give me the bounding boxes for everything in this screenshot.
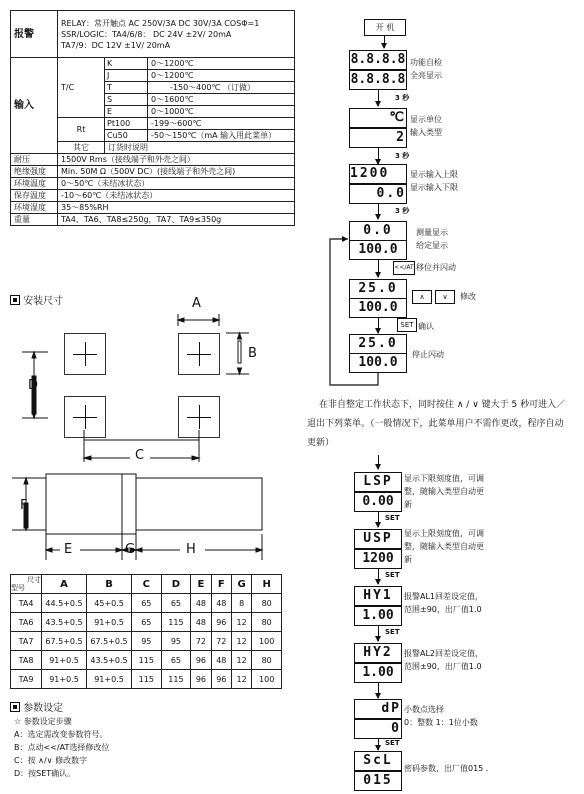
table-cell: 72 — [211, 632, 231, 651]
table-cell: 115 — [132, 651, 162, 670]
note-line: 显示上限刻度值，可调 — [404, 529, 484, 538]
table-cell: 65 — [132, 613, 162, 632]
table-cell: 65 — [161, 594, 191, 613]
flow-arrow — [378, 89, 379, 106]
flow-arrow — [384, 35, 385, 48]
menu-code-display: USP — [354, 529, 402, 549]
flow-loop-line — [320, 225, 380, 395]
flow-arrow — [378, 625, 379, 641]
dim-label-a: A — [192, 296, 201, 311]
corner-bottom: 型号 — [11, 584, 25, 592]
menu-code-display: ScL — [354, 751, 402, 771]
menu-code-display: HY2 — [354, 643, 402, 663]
table-cell: 91+0.5 — [87, 670, 132, 689]
table-cell: 80 — [252, 651, 282, 670]
table-cell: 72 — [191, 632, 211, 651]
spec-row-label: 环境温度 — [11, 178, 58, 190]
alarm-line: SSR/LOGIC：TA4/6/8： DC 24V ±2V/ 20mA — [61, 29, 232, 39]
dim-label-f: F — [20, 498, 28, 513]
unit-text — [410, 113, 442, 139]
table-cell: 44.5+0.5 — [42, 594, 87, 613]
flow-arrow — [378, 738, 379, 750]
note-line: 新 — [404, 500, 412, 509]
table-row — [11, 651, 282, 670]
modify-text: 修改 — [460, 292, 476, 301]
unit-display-bottom: 2 — [349, 128, 407, 148]
alarm-line: TA7/9：DC 12V ±1V/ 20mA — [61, 40, 171, 50]
dim-label-g: G — [125, 542, 136, 557]
menu-value-display: 015 — [354, 771, 402, 791]
params-steps — [14, 715, 109, 780]
note-line: 显示输入上限 — [410, 170, 458, 179]
model-cell: TA6 — [11, 613, 42, 632]
params-heading — [10, 699, 63, 714]
table-cell: 65 — [132, 594, 162, 613]
install-dimension-lines — [0, 0, 290, 580]
dimension-table — [10, 574, 282, 689]
table-cell: 48 — [191, 594, 211, 613]
rt-range: -199～600℃ — [148, 118, 295, 130]
spec-row-value: Min. 50M Ω（500V DC）(接线端子和外壳之间) — [58, 166, 295, 178]
spec-row-value: TA4、TA6、TA8≤250g，TA7、TA9≤350g — [58, 214, 295, 226]
delay-label: 3 秒 — [395, 152, 410, 160]
table-cell: 91+0.5 — [87, 613, 132, 632]
tc-range: 0～1200℃ — [148, 58, 295, 70]
table-row — [11, 613, 282, 632]
table-cell: 95 — [161, 632, 191, 651]
table-cell: 80 — [252, 613, 282, 632]
note-line: 小数点选择 — [404, 705, 444, 714]
menu-instruction-text: 在非自整定工作状态下，同时按住 ∧ / ∨ 键大于 5 秒可进入／退出下列菜单。（一般情况下，此菜单用户不需作更改，程序自动更新） — [307, 400, 566, 448]
tc-range: 0～1200℃ — [148, 70, 295, 82]
table-row — [11, 632, 282, 651]
spec-row-label: 绝缘强度 — [11, 166, 58, 178]
stop-display-bottom: 100.0 — [349, 353, 407, 373]
table-cell: 115 — [132, 670, 162, 689]
menu-desc — [404, 527, 484, 566]
edit-display-bottom: 100.0 — [349, 298, 407, 318]
table-cell: 80 — [252, 594, 282, 613]
table-cell: 95 — [132, 632, 162, 651]
stop-text: 停止闪动 — [412, 350, 444, 359]
table-cell: 67.5+0.5 — [87, 632, 132, 651]
step-item: D：按SET确认。 — [14, 769, 76, 778]
tc-range: 0～1600℃ — [148, 94, 295, 106]
table-cell: 96 — [191, 670, 211, 689]
spec-row-value: 35～85%RH — [58, 202, 295, 214]
tc-type: S — [105, 94, 148, 106]
flow-arrow — [378, 455, 379, 469]
table-cell: 12 — [231, 613, 251, 632]
table-cell: 96 — [211, 670, 231, 689]
note-line: 报警AL1回差设定值， — [404, 592, 484, 601]
note-line: 显示下限刻度值，可调 — [404, 474, 484, 483]
tc-type: T — [105, 82, 148, 94]
menu-value-display: 0.00 — [354, 492, 402, 512]
tc-label: T/C — [58, 58, 105, 118]
limit-text — [410, 168, 458, 194]
spec-row-label: 重量 — [11, 214, 58, 226]
dim-label-h: H — [186, 542, 196, 557]
note-line: 报警AL2回差设定值， — [404, 649, 484, 658]
spec-row-label: 耐压 — [11, 154, 58, 166]
flow-arrow — [378, 147, 379, 164]
menu-desc — [404, 647, 483, 673]
menu-code-display: dP — [354, 699, 402, 719]
note-line: 新 — [404, 555, 412, 564]
tc-type: K — [105, 58, 148, 70]
down-key-icon: ∨ — [435, 290, 455, 304]
table-row — [11, 670, 282, 689]
set-label: SET — [385, 571, 400, 579]
col-header: H — [252, 575, 282, 594]
selfcheck-display-top: 8.8.8.8 — [349, 50, 407, 70]
rt-range: -50～150℃（mA 输入用此菜单） — [148, 130, 295, 142]
tc-type: J — [105, 70, 148, 82]
power-on-box: 开 机 — [364, 19, 406, 36]
alarm-line: RELAY：常开触点 AC 250V/3A DC 30V/3A COSΦ=1 — [61, 18, 260, 28]
table-cell: 43.5+0.5 — [87, 651, 132, 670]
up-key-icon: ∧ — [412, 290, 432, 304]
spec-row-value: 0～50℃（未结冰状态） — [58, 178, 295, 190]
shift-text: 移位并闪动 — [416, 263, 456, 272]
note-line: 给定显示 — [416, 241, 448, 250]
edit-display-top: 25.0 — [349, 279, 407, 299]
table-cell: 43.5+0.5 — [42, 613, 87, 632]
note-line: 范围±90，出厂值1.0 — [404, 605, 482, 614]
rt-label: Rt — [58, 118, 105, 142]
corner-top: 尺寸 — [27, 576, 41, 584]
col-header: E — [191, 575, 211, 594]
other-label: 其它 — [58, 142, 105, 154]
flow-arrow — [378, 511, 379, 527]
dim-label-e: E — [64, 542, 73, 557]
table-cell: 12 — [231, 632, 251, 651]
table-cell: 48 — [191, 613, 211, 632]
col-header: A — [42, 575, 87, 594]
flow-arrow — [378, 203, 379, 219]
spec-row-label: 保存温度 — [11, 190, 58, 202]
note-line: 整，随输入类型自动更 — [404, 542, 484, 551]
table-cell: 12 — [231, 651, 251, 670]
measure-text — [416, 226, 448, 252]
note-line: 显示单位 — [410, 115, 442, 124]
menu-value-display: 1200 — [354, 549, 402, 569]
table-cell: 91+0.5 — [42, 670, 87, 689]
table-cell: 96 — [191, 651, 211, 670]
step-item: C：按 ∧/∨ 修改数字 — [14, 756, 88, 765]
menu-desc — [404, 590, 483, 616]
dim-label-d: D — [28, 378, 39, 393]
dim-label-c: C — [135, 448, 145, 463]
selfcheck-text — [410, 56, 442, 82]
note-line: 范围±90，出厂值1.0 — [404, 662, 482, 671]
note-line: 0：整数 1：1位小数 — [404, 718, 478, 727]
model-cell: TA4 — [11, 594, 42, 613]
table-cell: 91+0.5 — [42, 651, 87, 670]
unit-display-top: ℃ — [349, 108, 407, 128]
table-cell: 12 — [231, 670, 251, 689]
other-value: 订货时说明 — [105, 142, 295, 154]
set-label: SET — [385, 514, 400, 522]
section-marker-icon — [10, 702, 20, 712]
dim-label-b: B — [248, 346, 257, 361]
limit-display-top: 1200 — [349, 164, 407, 184]
set-label: SET — [385, 739, 400, 747]
table-cell: 8 — [231, 594, 251, 613]
menu-desc: 密码参数，出厂值015 . — [404, 764, 489, 773]
at-key-icon: <</AT — [393, 261, 415, 275]
menu-value-display: 1.00 — [354, 663, 402, 683]
set-label: SET — [385, 628, 400, 636]
steps-title: ☆ 参数设定步骤 — [14, 717, 72, 726]
model-cell: TA9 — [11, 670, 42, 689]
table-row — [11, 594, 282, 613]
input-label: 输入 — [11, 58, 58, 154]
note-line: 测量显示 — [416, 228, 448, 237]
flow-arrow — [378, 682, 379, 698]
menu-value-display: 0 — [354, 719, 402, 739]
col-header: G — [231, 575, 251, 594]
step-item: A：选定需改变参数符号。 — [14, 730, 108, 739]
menu-value-display: 1.00 — [354, 606, 402, 626]
tc-range: -150～400℃ （订做） — [148, 82, 295, 94]
model-cell: TA8 — [11, 651, 42, 670]
set-key-icon: SET — [397, 318, 417, 332]
col-header: B — [87, 575, 132, 594]
install-title: 安装尺寸 — [23, 296, 64, 307]
note-line: 显示输入下限 — [410, 183, 458, 192]
stop-display-top: 25.0 — [349, 334, 407, 354]
spec-row-label: 环境湿度 — [11, 202, 58, 214]
corner-cell — [11, 575, 42, 594]
delay-label: 3 秒 — [395, 207, 410, 215]
limit-display-bottom: 0.0 — [349, 184, 407, 204]
table-cell: 100 — [252, 632, 282, 651]
model-cell: TA7 — [11, 632, 42, 651]
params-title: 参数设定 — [23, 703, 64, 714]
alarm-label: 报警 — [11, 11, 58, 58]
table-cell: 96 — [211, 613, 231, 632]
menu-code-display: LSP — [354, 472, 402, 492]
tc-range: 0～1000℃ — [148, 106, 295, 118]
measure-display-top: 0.0 — [349, 221, 407, 241]
tc-type: E — [105, 106, 148, 118]
confirm-text: 确认 — [418, 322, 434, 331]
note-line: 功能自检 — [410, 58, 442, 67]
menu-code-display: HY1 — [354, 586, 402, 606]
selfcheck-display-bottom: 8.8.8.8 — [349, 70, 407, 90]
rt-type: Pt100 — [105, 118, 148, 130]
table-cell: 45+0.5 — [87, 594, 132, 613]
table-cell: 48 — [211, 651, 231, 670]
menu-desc — [404, 472, 484, 511]
rt-type: Cu50 — [105, 130, 148, 142]
spec-row-value: -10～60℃（未结冰状态） — [58, 190, 295, 202]
step-item: B：点动<</AT选择修改位 — [14, 743, 110, 752]
note-line: 全亮显示 — [410, 71, 442, 80]
measure-display-bottom: 100.0 — [349, 240, 407, 260]
col-header: D — [161, 575, 191, 594]
col-header: F — [211, 575, 231, 594]
menu-desc — [404, 703, 478, 729]
table-cell: 115 — [161, 670, 191, 689]
col-header: C — [132, 575, 162, 594]
table-cell: 48 — [211, 594, 231, 613]
table-cell: 100 — [252, 670, 282, 689]
table-cell: 67.5+0.5 — [42, 632, 87, 651]
note-line: 输入类型 — [410, 128, 442, 137]
note-line: 整，随输入类型自动更 — [404, 487, 484, 496]
table-cell: 65 — [161, 651, 191, 670]
delay-label: 3 秒 — [395, 94, 410, 102]
flow-arrow — [378, 568, 379, 584]
spec-row-value: 1500V Rms（接线端子和外壳之间） — [58, 154, 295, 166]
table-cell: 115 — [161, 613, 191, 632]
